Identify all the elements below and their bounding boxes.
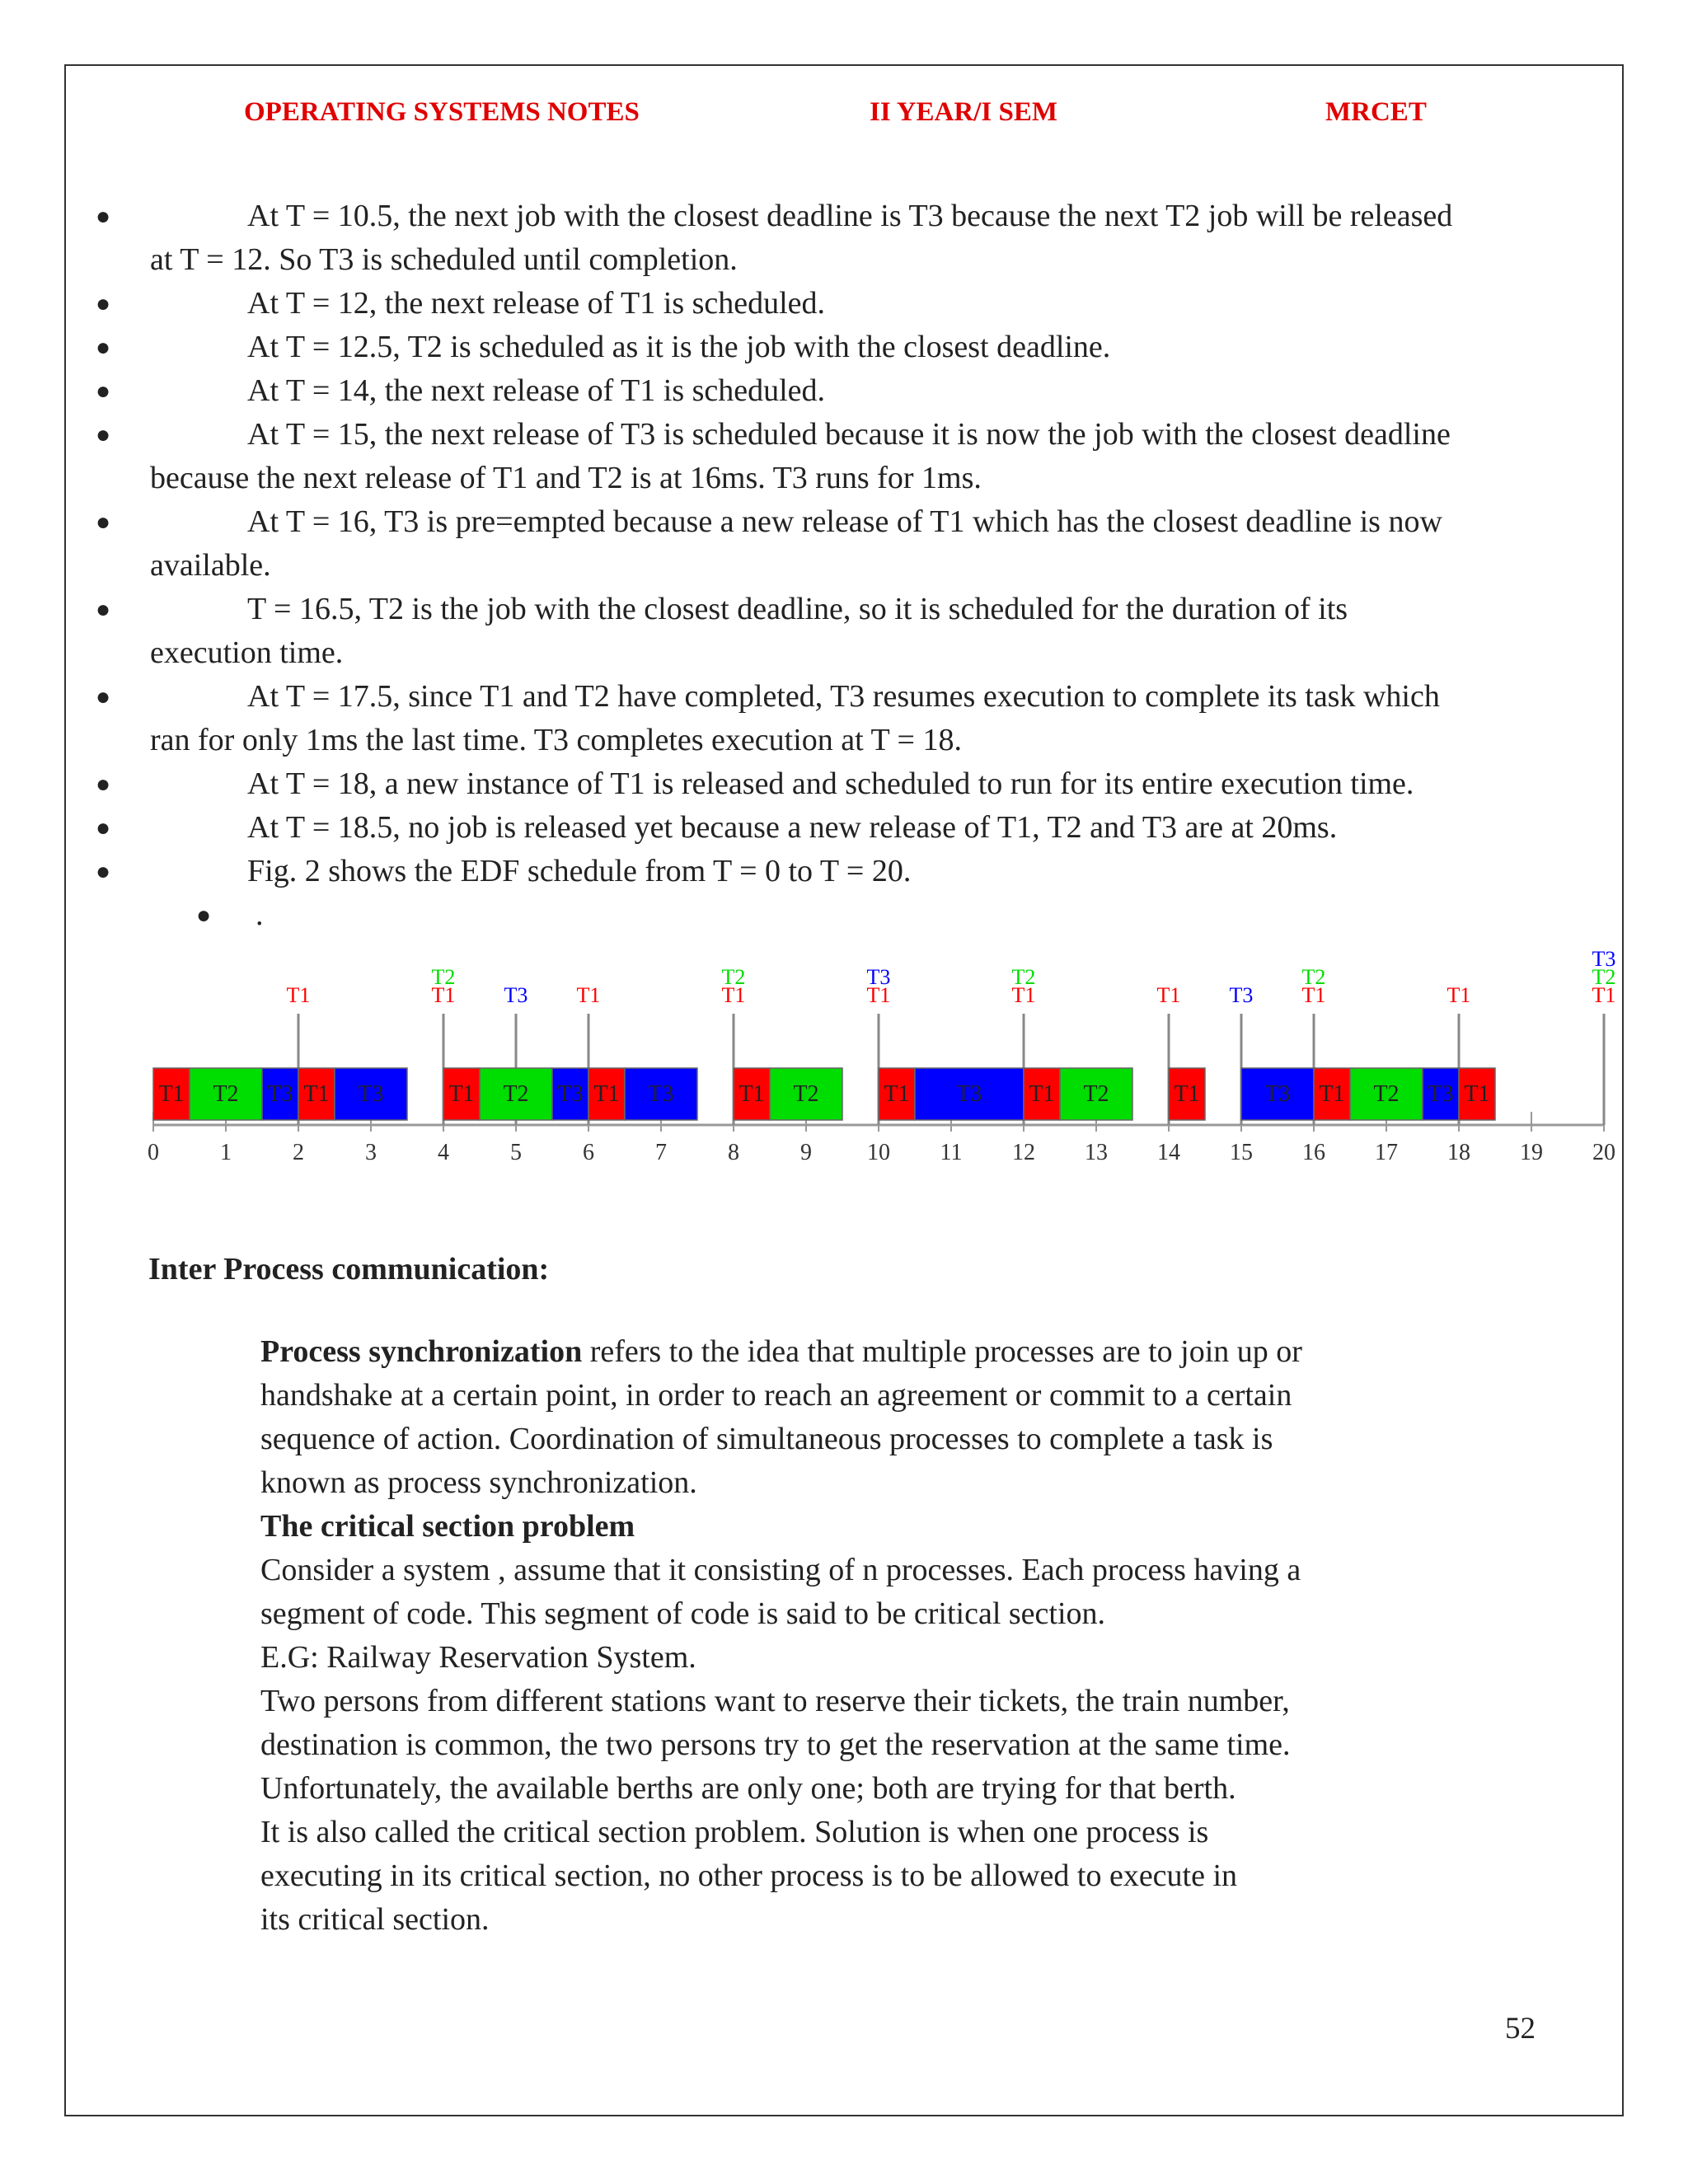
bar-label: T2 [793, 1081, 819, 1107]
ipc-body [260, 1330, 1373, 1942]
release-label: T1 [721, 983, 746, 1007]
release-label: T1 [1592, 983, 1616, 1007]
bar-label: T1 [303, 1081, 330, 1107]
header-year: II YEAR/I SEM [870, 97, 1057, 127]
critical-section-paragraph: Consider a system , assume that it consisting of n processes. Each process having a segment of code. This segment of code is said to be critical section. E.G: Railway Reservation System. Two persons from different stations want to reserve their tickets, the train number, destination is common, the two persons try to get the reservation at the same time. Unfortunately, the available berths are only one; both are trying for that berth. It is also called the critical section problem. Solution is when one process is executing in its critical section, no other process is to be allowed to execute in its critical section. [260, 1553, 1301, 1937]
list-item: ● At T = 10.5, the next job with the closest deadline is T3 because the next T2 job will be released at T = 12. So T3 is scheduled until completion. [91, 194, 1541, 282]
critical-section-heading: The critical section problem [260, 1509, 635, 1544]
header-institution: MRCET [1325, 97, 1427, 127]
tick-label: 17 [1375, 1140, 1398, 1165]
list-item: ● . [91, 893, 1541, 937]
list-item: ● At T = 18.5, no job is released yet because a new release of T1, T2 and T3 are at 20ms. [91, 806, 1541, 850]
tick-label: 14 [1157, 1140, 1180, 1165]
bar-label: T1 [158, 1081, 185, 1107]
list-item: ● T = 16.5, T2 is the job with the closest deadline, so it is scheduled for the duration of its execution time. [91, 588, 1541, 675]
bullet-icon: ● [96, 377, 111, 405]
release-label: T1 [1156, 983, 1181, 1007]
bar-label: T2 [1373, 1081, 1400, 1107]
tick-label: 9 [800, 1140, 812, 1165]
release-label: T1 [1011, 983, 1036, 1007]
bar-label: T1 [1319, 1081, 1345, 1107]
tick-label: 1 [220, 1140, 232, 1165]
tick-label: 8 [728, 1140, 739, 1165]
tick-label: 4 [438, 1140, 449, 1165]
bar-label: T3 [1428, 1081, 1454, 1107]
list-item: ● At T = 12.5, T2 is scheduled as it is the job with the closest deadline. [91, 326, 1541, 369]
bar-label: T3 [648, 1081, 674, 1107]
bar-label: T3 [557, 1081, 584, 1107]
release-label: T2 [1592, 965, 1616, 989]
page-number: 52 [1505, 2012, 1536, 2046]
release-label: T2 [1011, 965, 1036, 989]
bar-label: T1 [884, 1081, 910, 1107]
release-label: T1 [286, 983, 311, 1007]
list-item: ● At T = 14, the next release of T1 is scheduled. [91, 369, 1541, 413]
tick-label: 10 [867, 1140, 890, 1165]
tick-label: 0 [148, 1140, 159, 1165]
bullet-icon: ● [96, 509, 111, 536]
tick-label: 18 [1447, 1140, 1470, 1165]
tick-label: 5 [510, 1140, 522, 1165]
bar-label: T1 [1464, 1081, 1490, 1107]
list-item: ● At T = 15, the next release of T3 is scheduled because it is now the job with the closest deadline because the next release of T1 and T2 is at 16ms. T3 runs for 1ms. [91, 413, 1541, 500]
bullet-icon: ● [96, 858, 111, 885]
release-label: T2 [721, 965, 746, 989]
bar-label: T1 [738, 1081, 765, 1107]
bullet-icon: ● [96, 290, 111, 317]
release-label: T1 [866, 983, 891, 1007]
tick-label: 11 [940, 1140, 963, 1165]
bar-label: T3 [358, 1081, 384, 1107]
bar-label: T1 [593, 1081, 620, 1107]
release-label: T1 [431, 983, 456, 1007]
process-sync-paragraph: Process synchronization refers to the idea that multiple processes are to join up or handshake at a certain point, in order to reach an agreement or commit to a certain sequence of action. Coordination of simultaneous processes to complete a task is known as process synchronization. [260, 1334, 1302, 1500]
list-item: ● At T = 16, T3 is pre=empted because a new release of T1 which has the closest deadline is now available. [91, 500, 1541, 588]
release-label: T1 [1301, 983, 1326, 1007]
bullet-icon: ● [96, 596, 111, 623]
bar-label: T3 [956, 1081, 982, 1107]
bullet-icon: ● [96, 771, 111, 798]
release-label: T3 [1592, 947, 1616, 971]
section-title: Inter Process communication: [148, 1252, 550, 1286]
tick-label: 7 [655, 1140, 667, 1165]
release-label: T2 [431, 965, 456, 989]
bar-label: T2 [503, 1081, 529, 1107]
bar-label: T3 [1264, 1081, 1291, 1107]
edf-schedule-chart [124, 923, 1632, 1170]
release-label: T3 [504, 983, 528, 1007]
tick-label: 2 [293, 1140, 304, 1165]
bullet-icon: ● [96, 203, 111, 230]
tick-label: 15 [1230, 1140, 1253, 1165]
list-item: ● Fig. 2 shows the EDF schedule from T = 0 to T = 20. [91, 850, 1541, 893]
tick-label: 20 [1592, 1140, 1615, 1165]
tick-label: 13 [1085, 1140, 1108, 1165]
bar-label: T3 [267, 1081, 293, 1107]
release-label: T3 [1229, 983, 1254, 1007]
tick-label: 16 [1302, 1140, 1325, 1165]
bullet-icon: ● [96, 683, 111, 710]
edf-steps-list [91, 194, 1541, 937]
list-item: ● At T = 12, the next release of T1 is scheduled. [91, 282, 1541, 326]
bullet-icon: ● [196, 902, 212, 929]
bar-label: T1 [1029, 1081, 1055, 1107]
bar-label: T2 [1083, 1081, 1109, 1107]
bullet-icon: ● [96, 814, 111, 841]
header-course: OPERATING SYSTEMS NOTES [244, 97, 640, 127]
bullet-icon: ● [96, 421, 111, 448]
tick-label: 19 [1520, 1140, 1543, 1165]
tick-label: 12 [1012, 1140, 1035, 1165]
list-item: ● At T = 17.5, since T1 and T2 have completed, T3 resumes execution to complete its task which ran for only 1ms the last time. T3 completes execution at T = 18. [91, 675, 1541, 762]
tick-label: 3 [365, 1140, 377, 1165]
release-label: T1 [1447, 983, 1471, 1007]
process-sync-term: Process synchronization [260, 1334, 583, 1369]
tick-label: 6 [583, 1140, 594, 1165]
bar-label: T1 [448, 1081, 475, 1107]
bullet-icon: ● [96, 334, 111, 361]
release-label: T1 [576, 983, 601, 1007]
release-label: T3 [866, 965, 891, 989]
list-item: ● At T = 18, a new instance of T1 is released and scheduled to run for its entire execution time. [91, 762, 1541, 806]
bar-label: T2 [213, 1081, 239, 1107]
release-label: T2 [1301, 965, 1326, 989]
bar-label: T1 [1174, 1081, 1200, 1107]
